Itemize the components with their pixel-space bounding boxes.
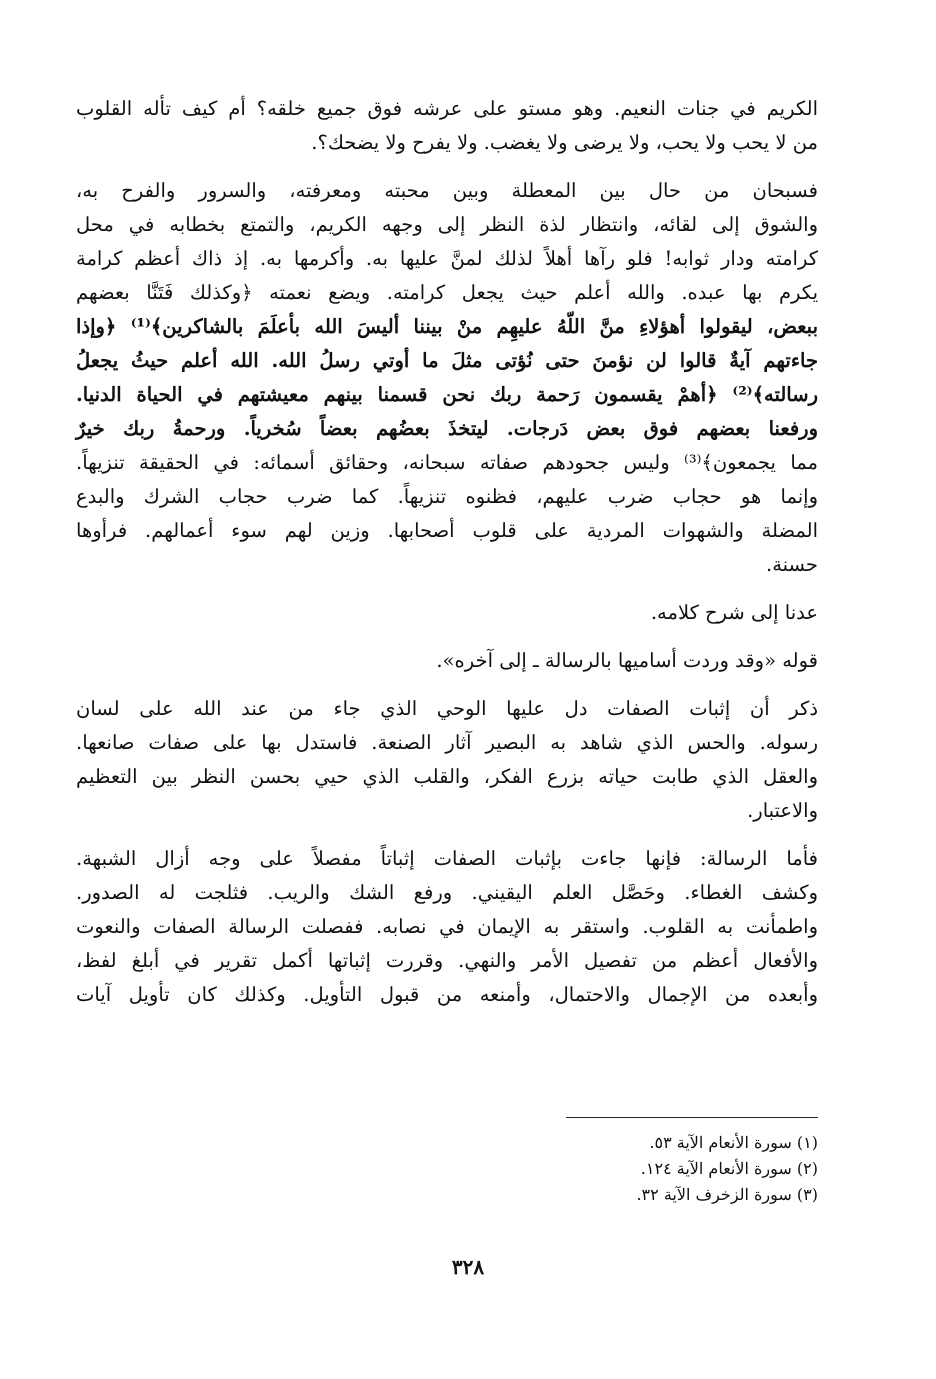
text-line: فأما الرسالة: فإنها جاءت بإثبات الصفات إثباتاً مفصلاً على وجه أزال الشبهة. xyxy=(76,847,818,870)
text-line: يكرم بها عبده. والله أعلم حيث يجعل كرامته. ويضع نعمته ﴿وكذلك فَتَنَّا بعضهم xyxy=(76,281,818,304)
paragraph-4 xyxy=(76,644,818,678)
text-line: رسالته﴾⁽²⁾ ﴿أهمْ يقسمون رَحمة ربك نحن قسمنا بينهم معيشتهم في الحياة الدنيا. xyxy=(76,383,818,406)
text-line: عدنا إلى شرح كلامه. xyxy=(650,601,818,624)
footnote-item: (١) سورة الأنعام الآية ٥٣. xyxy=(649,1133,818,1152)
page-number: ٣٢٨ xyxy=(451,1255,485,1279)
text-line: حسنة. xyxy=(766,553,818,576)
footnote-divider xyxy=(566,1117,818,1118)
text-line: والأفعال أعظم من تفصيل الأمر والنهي. وقررت إثباتها أكمل تقرير في أبلغ لفظ، xyxy=(76,949,818,972)
paragraph-3 xyxy=(76,596,818,630)
text-line: وإنما هو حجاب ضرب عليهم، فظنوه تنزيهاً. كما ضرب حجاب الشرك والبدع xyxy=(76,485,818,508)
footnotes xyxy=(566,1130,818,1208)
main-text xyxy=(76,92,818,1026)
text-line: ذكر أن إثبات الصفات دل عليها الوحي الذي جاء من عند الله على لسان xyxy=(76,697,818,720)
text-line: رسوله. والحس الذي شاهد به البصير آثار الصنعة. فاستدل بها على صفات صانعها. xyxy=(76,731,818,754)
paragraph-5 xyxy=(76,692,818,828)
text-line: والعقل الذي طابت حياته بزرع الفكر، والقلب الذي حيي بحسن النظر بين التعظيم xyxy=(76,765,818,788)
text-line: من لا يحب ولا يحب، ولا يرضى ولا يغضب. ولا يفرح ولا يضحك؟. xyxy=(311,131,818,154)
text-line: واطمأنت به القلوب. واستقر به الإيمان في نصابه. ففصلت الرسالة الصفات والنعوت xyxy=(76,915,818,938)
text-line: المضلة والشهوات المردية على قلوب أصحابها. وزين لهم سوء أعمالهم. فرأوها xyxy=(76,519,818,542)
footnote-item: (٢) سورة الأنعام الآية ١٢٤. xyxy=(640,1159,818,1178)
text-line: مما يجمعون﴾⁽³⁾ وليس جحودهم صفاته سبحانه، وحقائق أسمائه: في الحقيقة تنزيهاً. xyxy=(76,451,818,474)
footnote-item: (٣) سورة الزخرف الآية ٣٢. xyxy=(636,1185,818,1204)
text-line: جاءتهم آيةٌ قالوا لن نؤمنَ حتى نُؤتى مثلَ ما أوتي رسلُ الله. الله أعلم حيثُ يجعلُ xyxy=(76,349,818,372)
paragraph-6 xyxy=(76,842,818,1012)
text-line: وكشف الغطاء. وحَصَّل العلم اليقيني. ورفع الشك والريب. فثلجت له الصدور. xyxy=(76,881,818,904)
text-line: ورفعنا بعضهم فوق بعض دَرجات. ليتخذَ بعضُهم بعضاً سُخرياً. ورحمةُ ربك خيرٌ xyxy=(76,417,818,440)
text-line: كرامته ودار ثوابه! فلو رآها أهلاً لذلك لمنَّ عليها به. وأكرمها به. إذ ذاك أعظم كرامة xyxy=(76,247,818,270)
text-line: ببعض، ليقولوا أهؤلاءِ منَّ اللّهُ عليهِم منْ بيننا أليسَ الله بأعلَمَ بالشاكرين﴾⁽¹⁾ ﴿وإذا xyxy=(76,315,818,338)
text-line: قوله «وقد وردت أساميها بالرسالة ـ إلى آخره». xyxy=(436,649,818,672)
text-line: والاعتبار. xyxy=(747,799,818,822)
text-line: فسبحان من حال بين المعطلة وبين محبته ومعرفته، والسرور والفرح به، xyxy=(76,179,818,202)
text-line: والشوق إلى لقائه، وانتظار لذة النظر إلى وجهه الكريم، والتمتع بخطابه في محل xyxy=(76,213,818,236)
text-line: وأبعده من الإجمال والاحتمال، وأمنعه من قبول التأويل. وكذلك كان تأويل آيات xyxy=(76,983,818,1006)
text-line: الكريم في جنات النعيم. وهو مستو على عرشه فوق جميع خلقه؟ أم كيف تأله القلوب xyxy=(76,97,818,120)
paragraph-1 xyxy=(76,92,818,160)
paragraph-2 xyxy=(76,174,818,582)
